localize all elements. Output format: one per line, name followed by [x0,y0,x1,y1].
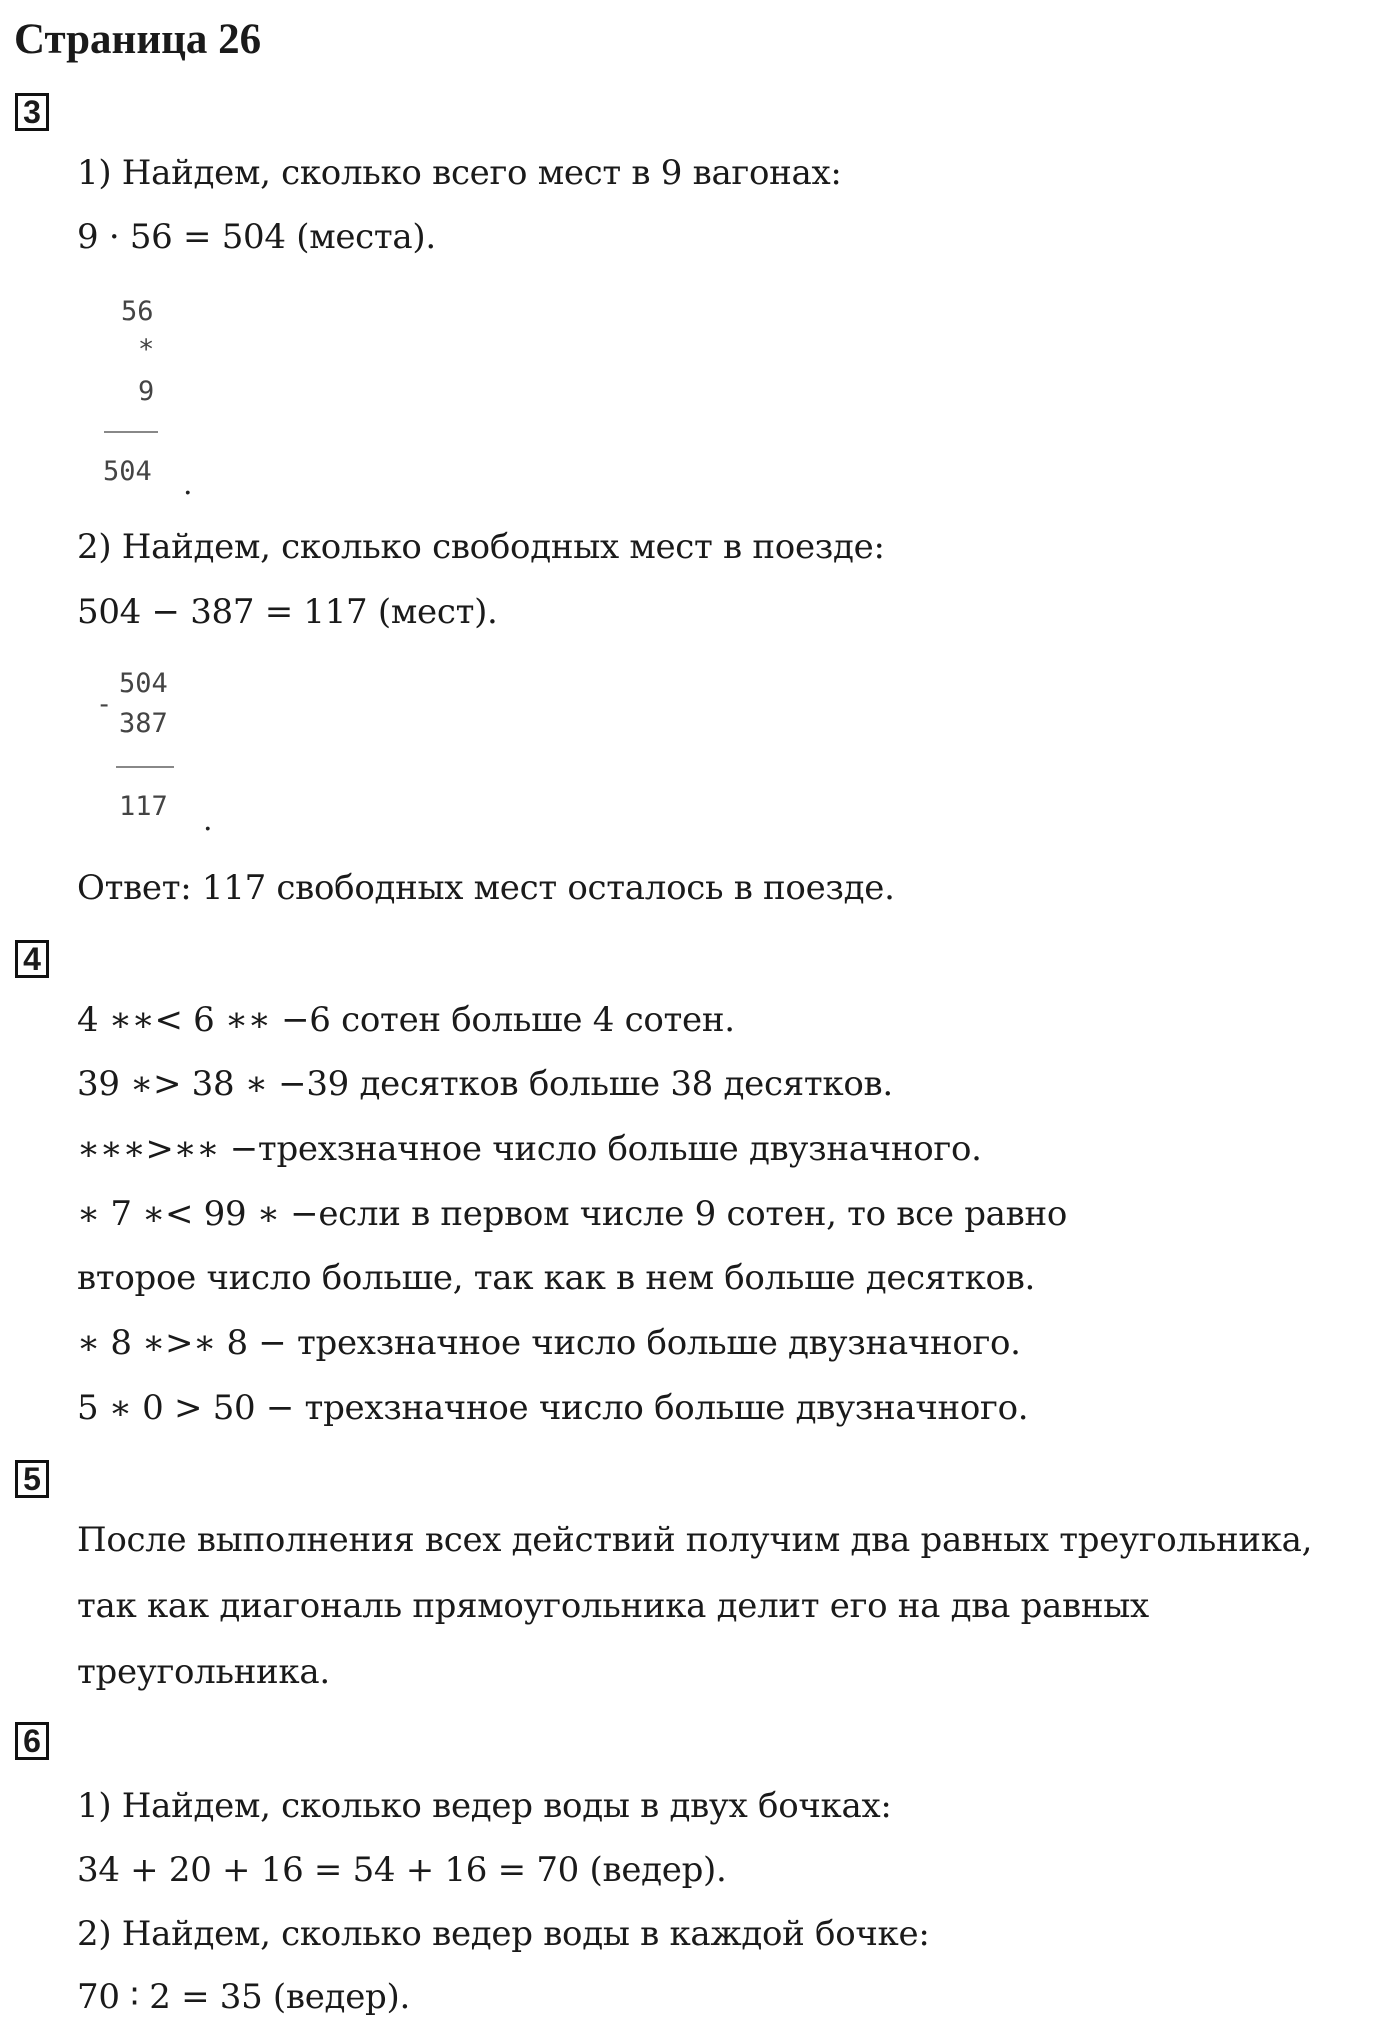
task-number-3: 3 [15,93,49,131]
sub-result: 117 [119,791,168,822]
sub-operator: - [96,689,113,720]
task5-line-2: так как диагональ прямоугольника делит его на два равных [77,1586,1149,1626]
task-number-6: 6 [15,1722,49,1760]
task3-line-1: 1) Найдем, сколько всего мест в 9 вагонах: [77,153,842,193]
task6-line-4: 70 ∶ 2 = 35 (ведер). [77,1977,410,2017]
task6-line-2: 34 + 20 + 16 = 54 + 16 = 70 (ведер). [77,1850,727,1890]
task4-line-3: ∗∗∗>∗∗ −трехзначное число больше двузначного. [77,1129,982,1169]
mult-result: 504 [103,456,152,487]
sub-line [116,766,174,768]
task4-line-7: 5 ∗ 0 > 50 − трехзначное число больше двузначного. [77,1388,1029,1428]
sub-top: 504 [119,668,168,699]
sub-end-mark: . [203,803,213,838]
task4-line-4: ∗ 7 ∗< 99 ∗ −если в первом числе 9 сотен, то все равно [77,1194,1068,1234]
task-number-5: 5 [15,1460,49,1498]
task6-line-1: 1) Найдем, сколько ведер воды в двух бочках: [77,1786,892,1826]
task4-line-1: 4 ∗∗< 6 ∗∗ −6 сотен больше 4 сотен. [77,1000,735,1040]
task6-line-3: 2) Найдем, сколько ведер воды в каждой бочке: [77,1914,930,1954]
task4-line-6: ∗ 8 ∗>∗ 8 − трехзначное число больше двузначного. [77,1323,1021,1363]
mult-bottom: 9 [138,376,155,407]
task-number-4: 4 [15,940,49,978]
sub-bottom: 387 [119,708,168,739]
mult-line [104,431,158,433]
mult-end-mark: . [183,467,193,502]
task3-line-3: 2) Найдем, сколько свободных мест в поезде: [77,527,885,567]
task4-line-2: 39 ∗> 38 ∗ −39 десятков больше 38 десятков. [77,1064,893,1104]
task3-line-2: 9 · 56 = 504 (места). [77,217,436,257]
task5-line-1: После выполнения всех действий получим два равных треугольника, [77,1520,1313,1560]
mult-top: 56 [121,296,154,327]
page-title: Страница 26 [14,16,262,63]
task4-line-5: второе число больше, так как в нем больше десятков. [77,1258,1036,1298]
mult-operator: * [138,334,155,365]
task3-answer: Ответ: 117 свободных мест осталось в поезде. [77,868,895,908]
task5-line-3: треугольника. [77,1652,330,1692]
task3-line-4: 504 − 387 = 117 (мест). [77,592,498,632]
